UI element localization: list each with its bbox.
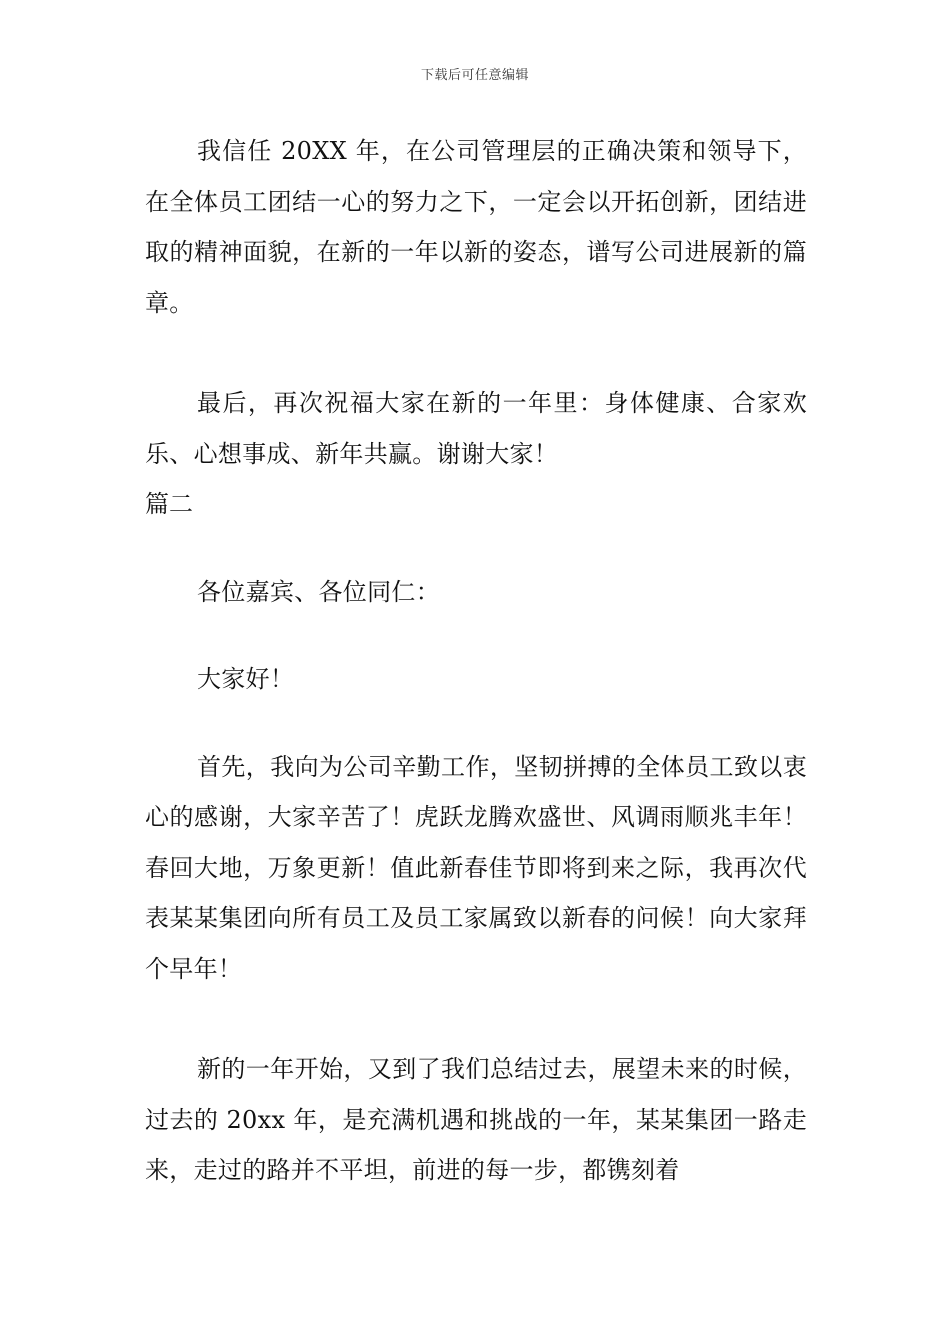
document-body: [145, 126, 807, 1196]
page-header: 下载后可任意编辑: [420, 68, 529, 83]
paragraph-review: 新的一年开始，又到了我们总结过去，展望未来的时候，过去的 20xx 年，是充满机遇和挑战的一年，某某集团一路走来，走过的路并不平坦，前进的每一步，都镌刻着: [145, 1055, 807, 1184]
paragraph-spacer: [145, 705, 807, 742]
paragraph-spacer: [145, 328, 807, 378]
paragraph-spacer: [145, 530, 807, 567]
salutation: 各位嘉宾、各位同仁：: [197, 577, 440, 606]
paragraph-closing-wishes: 最后，再次祝福大家在新的一年里：身体健康、合家欢乐、心想事成、新年共赢。谢谢大家！: [145, 389, 807, 468]
hello-line: 大家好！: [197, 665, 295, 693]
section-title: 篇二: [145, 490, 193, 518]
paragraph-spacer: [145, 994, 807, 1044]
paragraph-thanks: 首先，我向为公司辛勤工作，坚韧拼搏的全体员工致以衷心的感谢，大家辛苦了！虎跃龙腾欢盛世、风调雨顺兆丰年！春回大地，万象更新！值此新春佳节即将到来之际，我再次代表某某集团向所有员工及员工家属致以新春的问候！向大家拜个早年！: [145, 752, 807, 983]
paragraph-outlook: 我信任 20XX 年，在公司管理层的正确决策和领导下，在全体员工团结一心的努力之下，一定会以开拓创新，团结进取的精神面貌，在新的一年以新的姿态，谱写公司进展新的篇章。: [145, 137, 807, 317]
paragraph-spacer: [145, 617, 807, 654]
